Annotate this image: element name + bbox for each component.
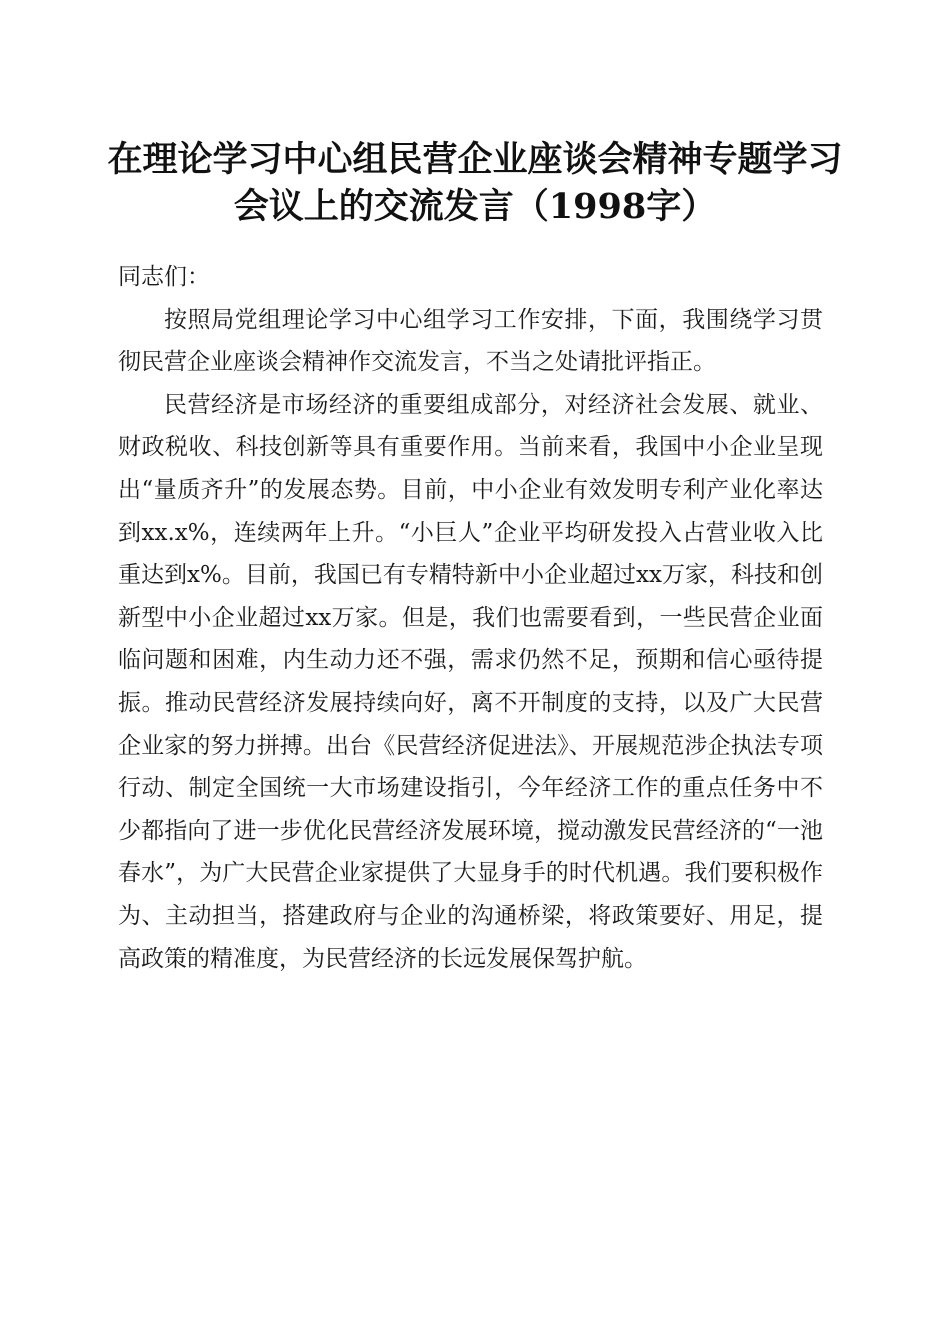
paragraph-intro: 按照局党组理论学习中心组学习工作安排，下面，我围绕学习贯彻民营企业座谈会精神作交流发言，不当之处请批评指正。 <box>118 306 823 376</box>
salutation: 同志们： <box>118 264 210 290</box>
paragraph-main: 民营经济是市场经济的重要组成部分，对经济社会发展、就业、财政税收、科技创新等具有重要作用。当前来看，我国中小企业呈现出“量质齐升”的发展态势。目前，中小企业有效发明专利产业化率达到xx.x%，连续两年上升。“小巨人”企业平均研发投入占营业收入比重达到x%。目前，我国已有专精特新中小企业超过xx万家，科技和创新型中小企业超过xx万家。但是，我们也需要看到，一些民营企业面临问题和困难，内生动力还不强，需求仍然不足，预期和信心亟待提振。推动民营经济发展持续向好，离不开制度的支持，以及广大民营企业家的努力拼搏。出台《民营经济促进法》、开展规范涉企执法专项行动、制定全国统一大市场建设指引，今年经济工作的重点任务中不少都指向了进一步优化民营经济发展环境，搅动激发民营经济的“一池春水”，为广大民营企业家提供了大显身手的时代机遇。我们要积极作为、主动担当，搭建政府与企业的沟通桥梁，将政策要好、用足，提高政策的精准度，为民营经济的长远发展保驾护航。 <box>118 391 823 972</box>
document-body <box>118 256 823 980</box>
document-title: 在理论学习中心组民营企业座谈会精神专题学习会议上的交流发言（1998字） <box>107 139 843 227</box>
